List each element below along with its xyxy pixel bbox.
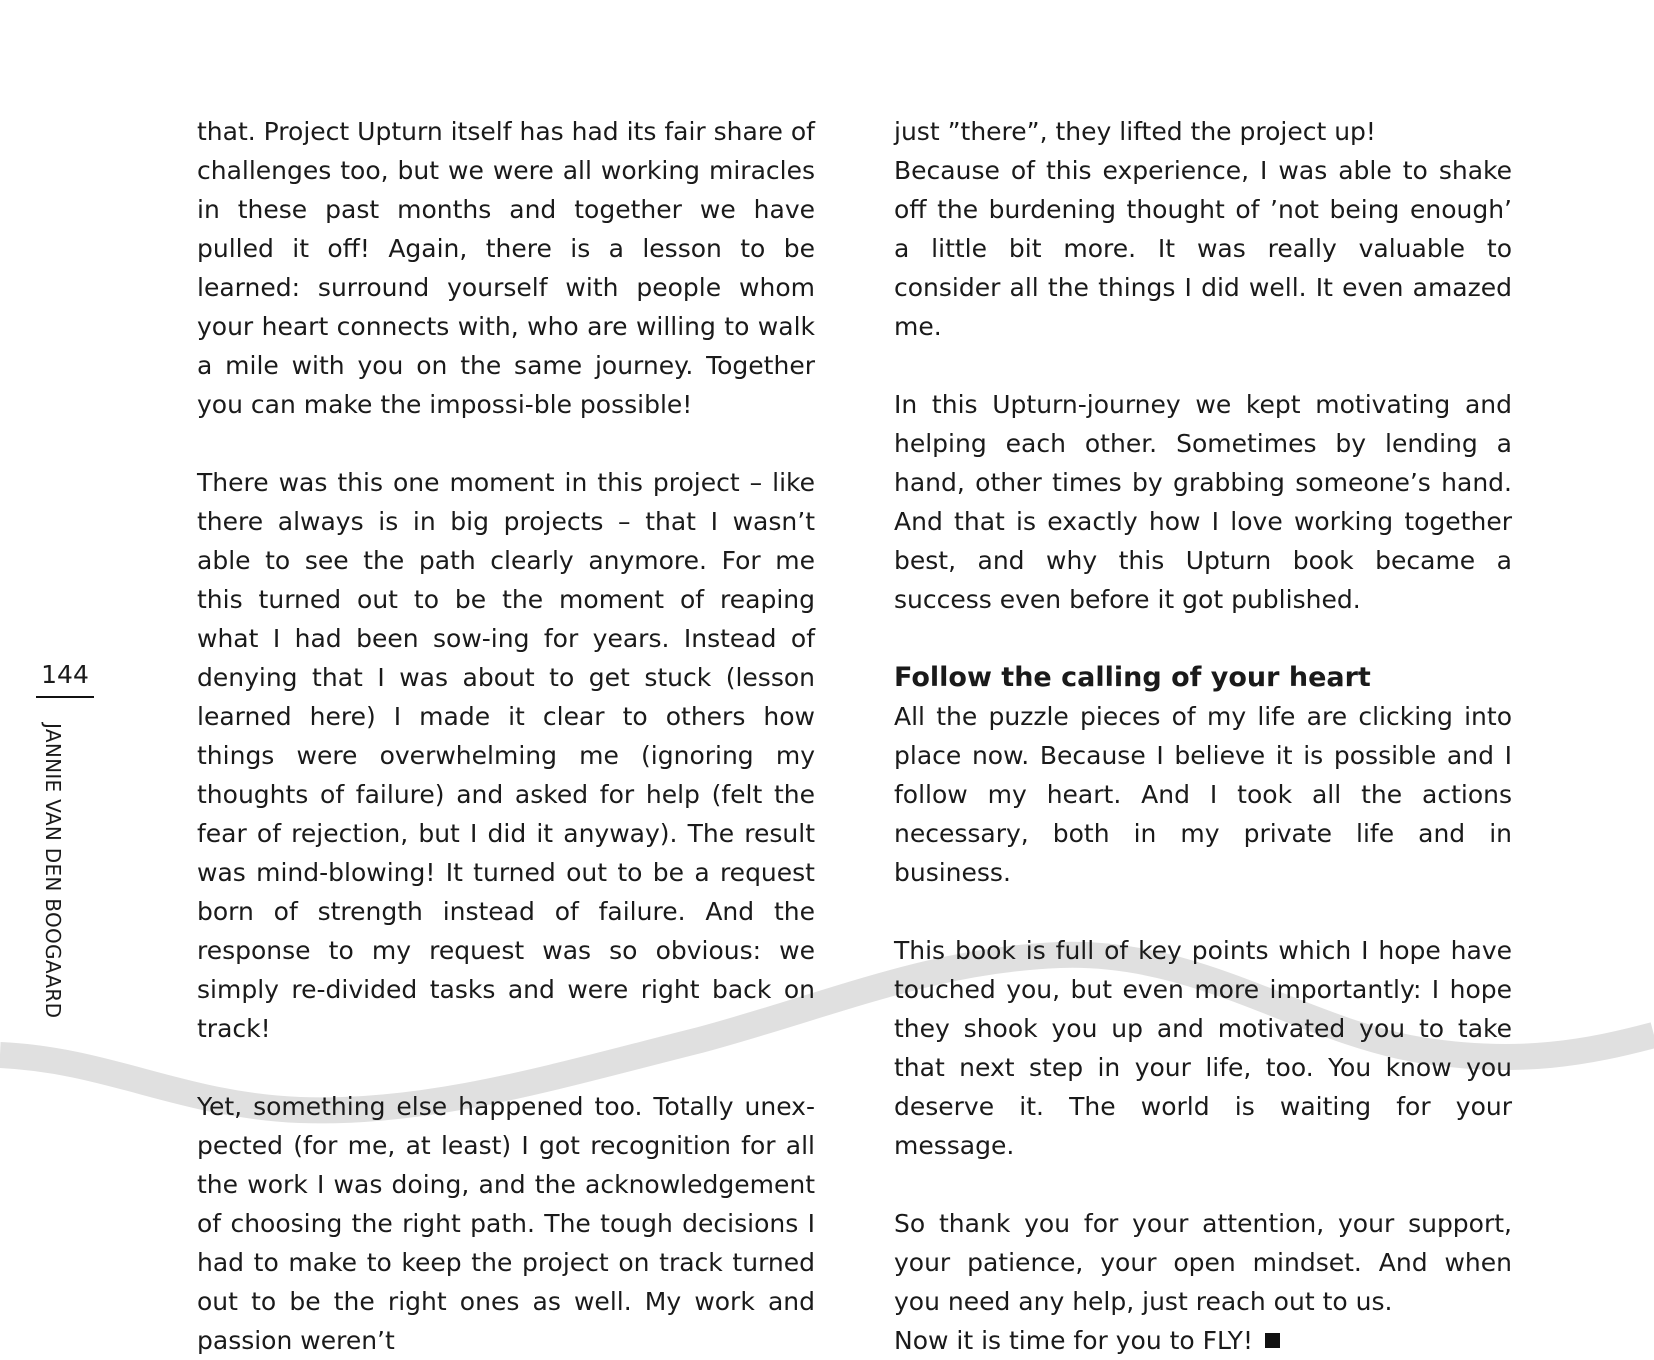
left-paragraph-1: that. Project Upturn itself has had its fair share of challenges too, but we were all working miracles in these past months and together we have pulled it off! Again, there is a lesson to be learned: surround yourself with people whom your heart connects with, who are willing to walk a mile with you on the same journey. Together you can make the impossi-ble possible! (197, 117, 815, 419)
right-paragraph-3: All the puzzle pieces of my life are clicking into place now. Because I believe it is possible and I follow my heart. And I took all the actions necessary, both in my private life and in business. (894, 702, 1512, 887)
right-paragraph-1-rest: Because of this experience, I was able to shake off the burdening thought of ’not being enough’ a little bit more. It was really valuable to consider all the things I did well. It even amazed me. (894, 156, 1512, 341)
section (894, 658, 1512, 892)
closing-line: Now it is time for you to FLY! (894, 1326, 1253, 1355)
left-paragraph-3: Yet, something else happened too. Totally unex-pected (for me, at least) I got recognition for all the work I was doing, and the acknowledgement of choosing the right path. The tough decisions I had to make to keep the project on track turned out to be the right ones as well. My work and passion weren’t (197, 1092, 815, 1355)
right-paragraph-1-first-line: just ”there”, they lifted the project up! (894, 117, 1376, 146)
section-heading: Follow the calling of your heart (894, 662, 1371, 693)
page-number-rule (36, 696, 94, 698)
right-paragraph-1 (894, 112, 1512, 346)
right-paragraph-4: This book is full of key points which I hope have touched you, but even more importantly: I hope they shook you up and motivated you to take that next step in your life, too. You know you deserve it. The world is waiting for your message. (894, 936, 1512, 1160)
right-paragraph-5-text: So thank you for your attention, your support, your patience, your open mindset. And when you need any help, just reach out to us. (894, 1209, 1512, 1316)
running-author-name: JANNIE VAN DEN BOOGAARD (41, 723, 65, 1019)
right-paragraph-5 (894, 1204, 1512, 1360)
page-number: 144 (41, 660, 89, 689)
right-paragraph-2: In this Upturn-journey we kept motivating and helping each other. Sometimes by lending a hand, other times by grabbing someone’s hand. And that is exactly how I love working together best, and why this Upturn book became a success even before it got published. (894, 390, 1512, 614)
left-paragraph-2: There was this one moment in this project – like there always is in big projects – that I wasn’t able to see the path clearly anymore. For me this turned out to be the moment of reaping what I had been sow-ing for years. Instead of denying that I was about to get stuck (lesson learned here) I made it clear to others how things were overwhelming me (ignoring my thoughts of failure) and asked for help (felt the fear of rejection, but I did it anyway). The result was mind-blowing! It turned out to be a request born of strength instead of failure. And the response to my request was so obvious: we simply re-divided tasks and were right back on track! (197, 468, 815, 1043)
right-column (894, 112, 1512, 1360)
black-square-end-mark-icon (1265, 1333, 1280, 1348)
left-column (197, 112, 815, 1360)
